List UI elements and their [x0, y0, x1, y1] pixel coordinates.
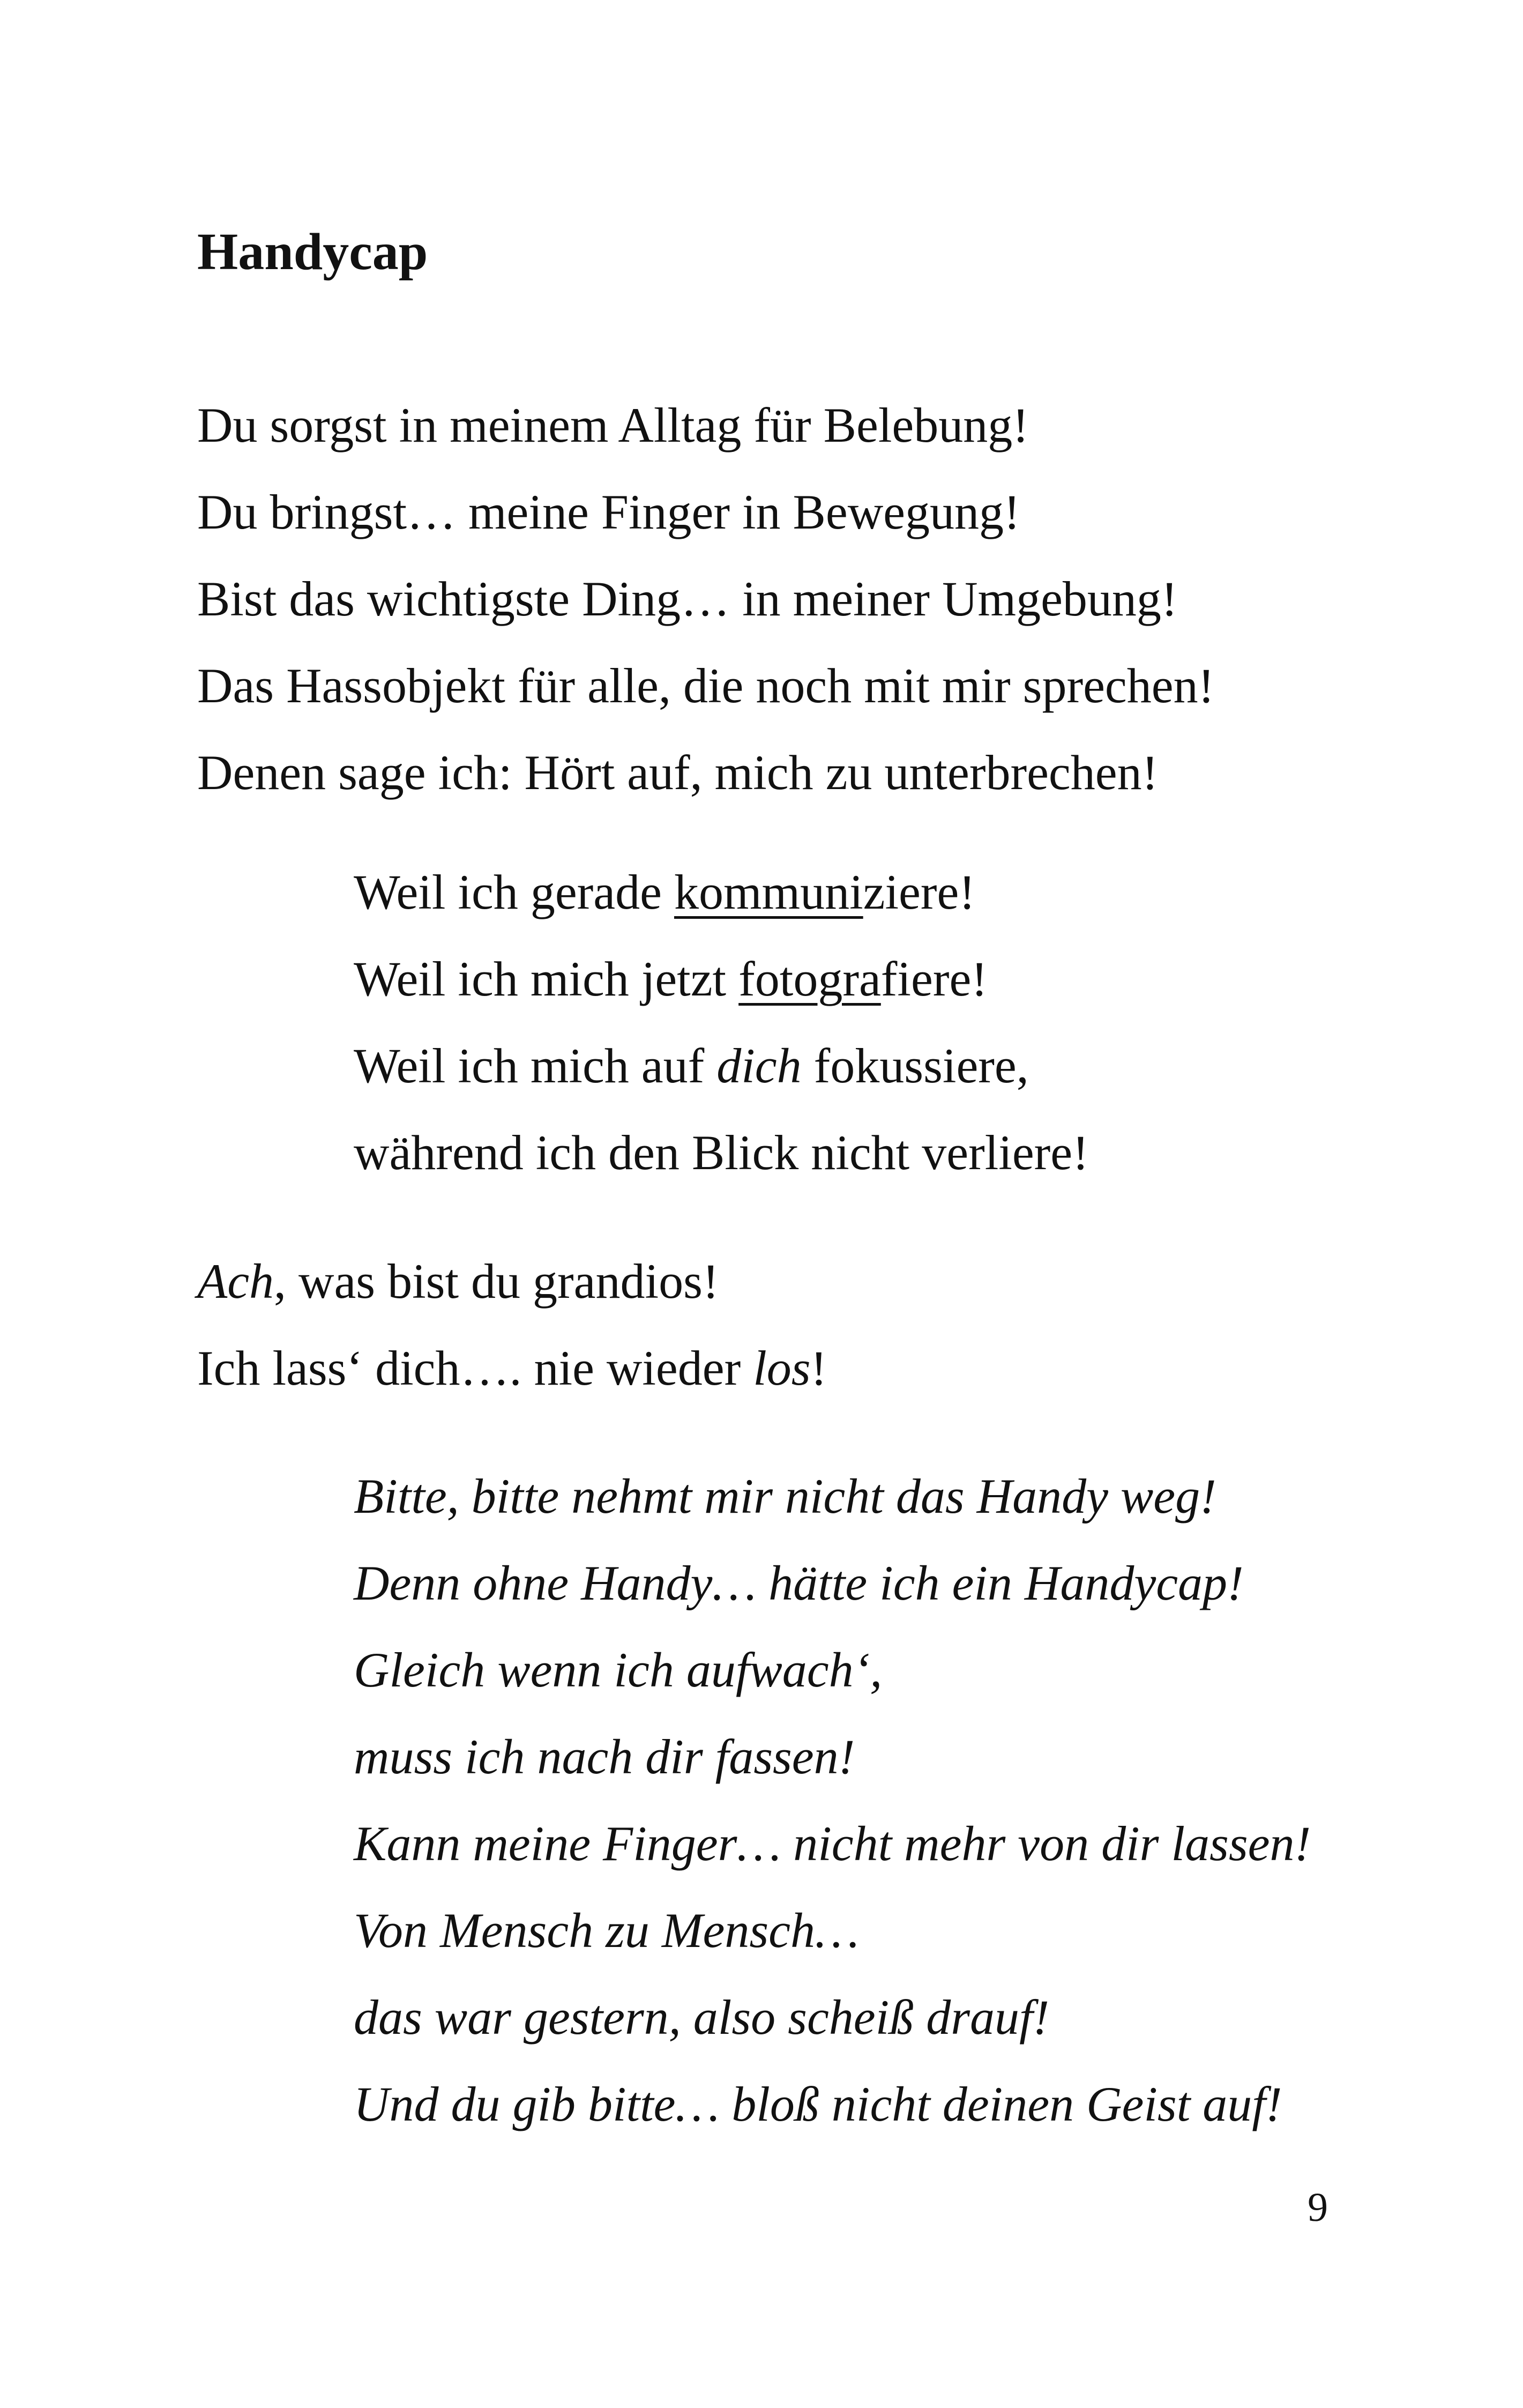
stanza-2 — [354, 849, 1089, 1196]
verse-line: Denn ohne Handy… hätte ich ein Handycap! — [354, 1556, 1244, 1610]
verse-line: Du sorgst in meinem Alltag für Belebung! — [197, 398, 1029, 452]
italic-text: Ach — [197, 1254, 274, 1309]
verse-text: ziere! — [863, 865, 975, 919]
verse-text: fiere! — [880, 952, 988, 1006]
verse-line: Du bringst… meine Finger in Bewegung! — [197, 485, 1020, 539]
verse-line: Gleich wenn ich aufwach‘, — [354, 1643, 883, 1697]
verse-text: fokussiere, — [801, 1038, 1029, 1093]
verse-text: ! — [810, 1341, 827, 1395]
verse-line: Denen sage ich: Hört auf, mich zu unterbrechen! — [197, 745, 1159, 800]
stanza-4-refrain — [354, 1453, 1311, 2147]
verse-text: Ich lass‘ dich…. nie wieder — [197, 1341, 753, 1395]
verse-line — [354, 935, 1089, 1022]
verse-line — [197, 1325, 827, 1411]
verse-line: Kann meine Finger… nicht mehr von dir lassen! — [354, 1816, 1311, 1871]
italic-text: los — [753, 1341, 811, 1395]
verse-line: Von Mensch zu Mensch… — [354, 1903, 859, 1958]
verse-line: Und du gib bitte… bloß nicht deinen Geist auf! — [354, 2077, 1282, 2131]
page-number: 9 — [1308, 2185, 1328, 2230]
verse-line: während ich den Blick nicht verliere! — [354, 1125, 1089, 1180]
stanza-3 — [197, 1238, 827, 1411]
verse-text: Weil ich gerade — [354, 865, 674, 919]
italic-text: dich — [716, 1038, 802, 1093]
poem-title: Handycap — [197, 223, 428, 281]
stanza-1 — [197, 382, 1214, 816]
verse-text: , was bist du grandios! — [274, 1254, 719, 1309]
verse-text: Weil ich mich jetzt — [354, 952, 739, 1006]
verse-line: muss ich nach dir fassen! — [354, 1729, 855, 1784]
underlined-text: kommuni — [674, 865, 863, 919]
verse-line — [354, 1022, 1089, 1109]
verse-line: Bitte, bitte nehmt mir nicht das Handy weg! — [354, 1469, 1216, 1523]
verse-line: Das Hassobjekt für alle, die noch mit mir sprechen! — [197, 658, 1215, 713]
verse-text: Weil ich mich auf — [354, 1038, 717, 1093]
verse-line — [197, 1238, 827, 1325]
verse-line — [354, 849, 1089, 935]
underlined-text: fotogra — [738, 952, 881, 1006]
verse-line: das war gestern, also scheiß drauf! — [354, 1990, 1050, 2045]
verse-line: Bist das wichtigste Ding… in meiner Umgebung! — [197, 571, 1178, 626]
